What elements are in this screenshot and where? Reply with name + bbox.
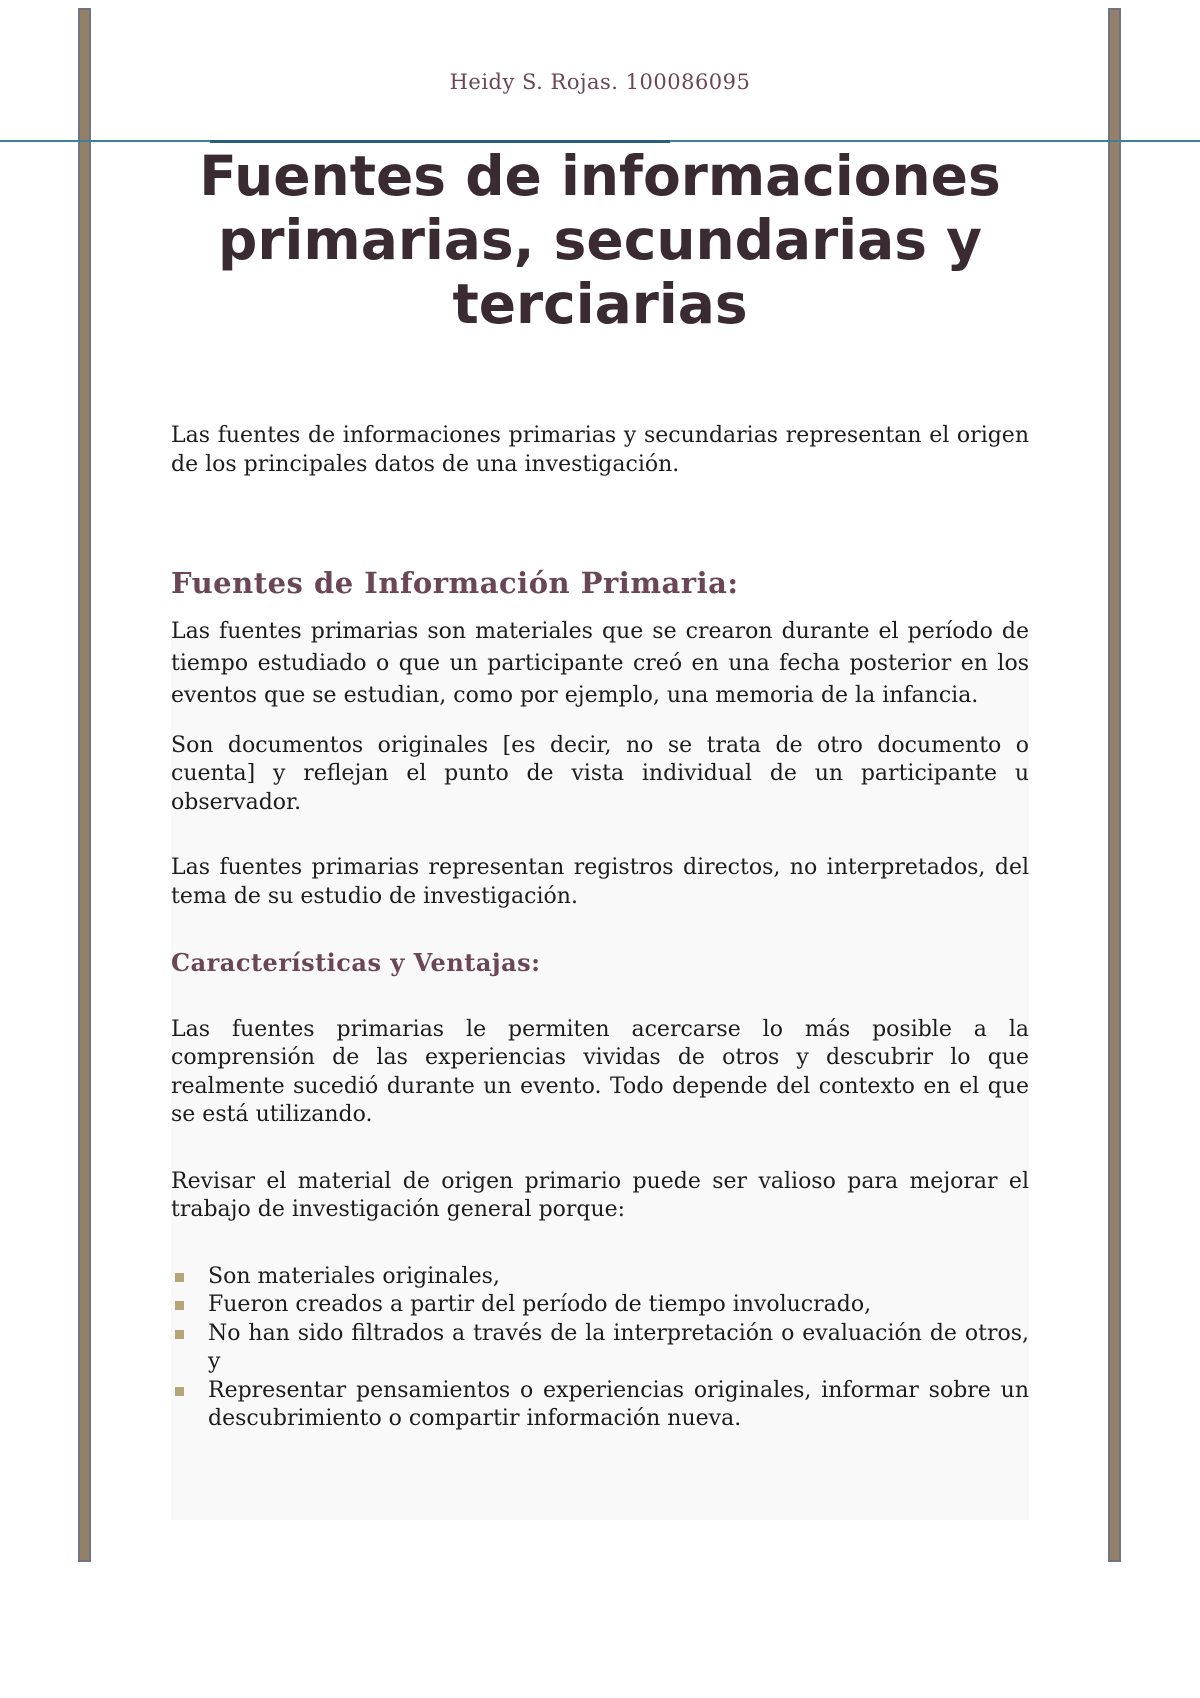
section-heading-primary-sources: Fuentes de Información Primaria: [171, 566, 739, 600]
section-heading-characteristics: Características y Ventajas: [171, 948, 541, 977]
square-bullet-icon [175, 1330, 184, 1339]
header-rule-accent [210, 140, 670, 143]
square-bullet-icon [175, 1301, 184, 1310]
list-item [171, 1377, 1029, 1434]
list-item-text: No han sido filtrados a través de la interpretación o evaluación de otros, y [208, 1320, 1029, 1374]
square-bullet-icon [175, 1387, 184, 1396]
document-title: Fuentes de informaciones primarias, secundarias y terciarias [199, 144, 1001, 336]
list-item-text: Representar pensamientos o experiencias originales, informar sobre un descubrimiento o compartir información nueva. [208, 1377, 1029, 1431]
intro-paragraph: Las fuentes de informaciones primarias y secundarias representan el origen de los principales datos de una investigación. [171, 423, 1029, 477]
list-item [171, 1320, 1029, 1377]
page-border-left [78, 8, 91, 1562]
paragraph: Revisar el material de origen primario puede ser valioso para mejorar el trabajo de investigación general porque: [171, 1168, 1029, 1222]
list-item-text: Fueron creados a partir del período de tiempo involucrado, [208, 1292, 872, 1317]
list-item [171, 1291, 1029, 1320]
list-item [171, 1263, 1029, 1292]
document-body [171, 422, 1029, 1434]
header-author-line: Heidy S. Rojas. 100086095 [449, 70, 751, 94]
list-item-text: Son materiales originales, [208, 1263, 500, 1289]
paragraph: Las fuentes primarias representan registros directos, no interpretados, del tema de su estudio de investigación. [171, 855, 1029, 909]
paragraph: Las fuentes primarias le permiten acercarse lo más posible a la comprensión de las experiencias vividas de otros y descubrir lo que realmente sucedió durante un evento. Todo depende del contexto en el que se está utilizando. [171, 1016, 1029, 1127]
paragraph: Las fuentes primarias son materiales que se crearon durante el período de tiempo estudiado o que un participante creó en una fecha posterior en los eventos que se estudian, como por ejemplo, una memoria de la infancia. [171, 618, 1029, 708]
bullet-list [171, 1263, 1029, 1434]
square-bullet-icon [175, 1273, 184, 1282]
paragraph: Son documentos originales [es decir, no se trata de otro documento o cuenta] y reflejan el punto de vista individual de un participante u observador. [171, 732, 1029, 815]
page-border-right [1108, 8, 1121, 1562]
